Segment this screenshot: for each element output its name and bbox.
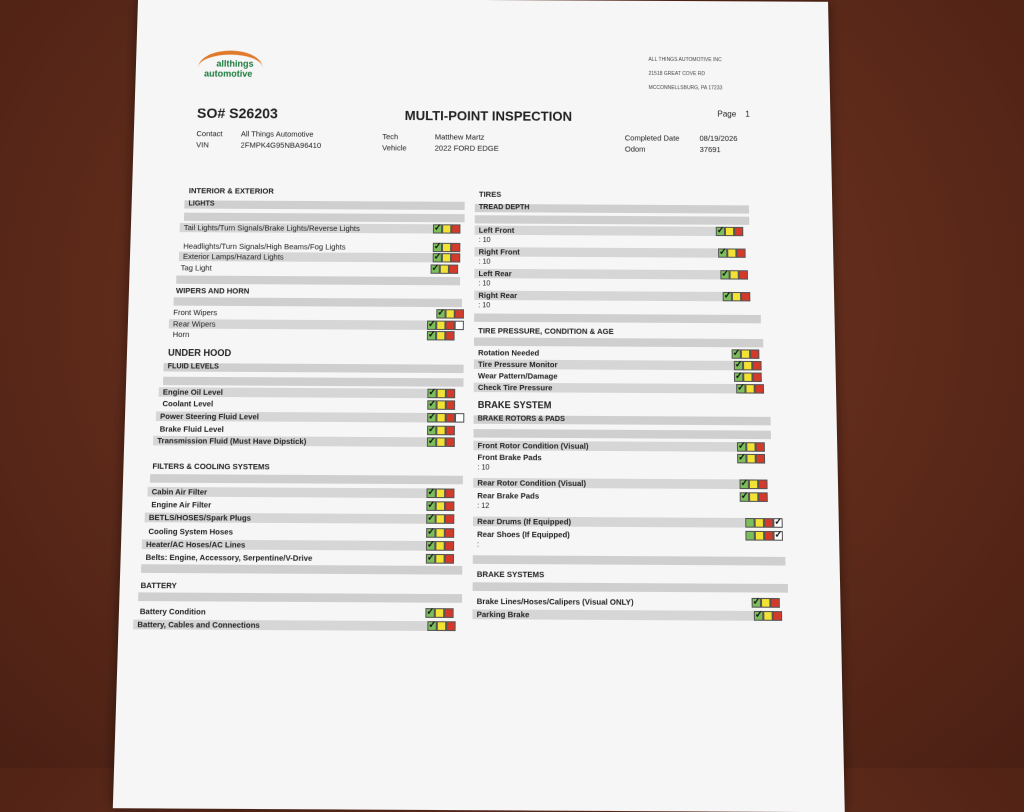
- page-indicator: Page 1: [717, 109, 750, 119]
- odom-label: Odom: [624, 144, 646, 154]
- list-item: Headlights/Turn Signals/High Beams/Fog Lights ✓: [179, 241, 460, 252]
- vin-label: VIN: [196, 140, 209, 150]
- list-item: Check Tire Pressure ✓: [474, 383, 764, 394]
- tech-value: Matthew Martz: [434, 132, 485, 142]
- divider: [173, 297, 462, 307]
- page-title: MULTI-POINT INSPECTION: [404, 107, 573, 124]
- company-name: ALL THINGS AUTOMOTIVE INC: [648, 56, 722, 64]
- company-address: [648, 53, 722, 96]
- divider: [150, 474, 463, 484]
- battery-title: BATTERY: [140, 580, 177, 591]
- lights-bar: LIGHTS: [184, 200, 464, 210]
- divider: [138, 592, 462, 602]
- brake-rotors-pads-bar: BRAKE ROTORS & PADS: [474, 415, 771, 425]
- contact-value: All Things Automotive: [240, 129, 314, 139]
- divider: [474, 337, 763, 347]
- divider: [474, 313, 761, 323]
- list-item: Brake Lines/Hoses/Calipers (Visual ONLY) ✓: [472, 596, 779, 607]
- list-item: Belts: Engine, Accessory, Serpentine/V-Drive ✓: [141, 552, 454, 563]
- list-item: Horn ✓: [168, 330, 454, 341]
- list-item: Left Front : 10 ✓: [475, 225, 744, 236]
- vehicle-value: 2022 FORD EDGE: [434, 143, 499, 153]
- divider: [473, 555, 786, 565]
- divider: [141, 564, 462, 574]
- tires-title: TIRES: [478, 189, 502, 199]
- list-item: Right Front : 10 ✓: [475, 247, 746, 258]
- tire-pressure-title: TIRE PRESSURE, CONDITION & AGE: [478, 326, 614, 337]
- list-item: Front Rotor Condition (Visual) ✓: [473, 441, 765, 452]
- odom-value: 37691: [699, 144, 721, 155]
- divider: [184, 213, 465, 223]
- divider: [163, 377, 463, 387]
- divider: [473, 582, 788, 592]
- list-item: Heater/AC Hoses/AC Lines ✓: [142, 539, 454, 550]
- list-item: Battery, Cables and Connections ✓: [133, 620, 456, 632]
- list-item: Brake Fluid Level ✓: [155, 424, 455, 435]
- brake-system-title: BRAKE SYSTEM: [477, 399, 552, 411]
- list-item: Rear Brake Pads : 12 ✓: [473, 491, 768, 502]
- service-order-number: SO# S26203: [196, 104, 279, 122]
- company-city: MCCONNELLSBURG, PA 17233: [648, 84, 723, 92]
- divider: [176, 276, 460, 286]
- list-item: Tail Lights/Turn Signals/Brake Lights/Reverse Lights ✓: [180, 223, 461, 234]
- list-item: Transmission Fluid (Must Have Dipstick) ✓: [153, 436, 455, 447]
- list-item: Rear Rotor Condition (Visual) ✓: [473, 478, 767, 489]
- completed-label: Completed Date: [624, 133, 680, 143]
- list-item: Rear Drums (If Equipped) ✓: [473, 516, 783, 527]
- list-item: Front Wipers ✓: [169, 308, 464, 319]
- vehicle-label: Vehicle: [382, 143, 407, 153]
- company-logo: allthings automotive: [198, 50, 269, 87]
- list-item: BETLS/HOSES/Spark Plugs ✓: [145, 513, 455, 524]
- wipers-horn-title: WIPERS AND HORN: [175, 285, 250, 296]
- vin-value: 2FMPK4G95NBA96410: [240, 140, 322, 151]
- company-street: 21518 GREAT COVE RD: [648, 70, 706, 78]
- list-item: Coolant Level ✓: [158, 399, 455, 410]
- list-item: Left Rear : 10 ✓: [474, 269, 748, 280]
- completed-value: 08/19/2026: [699, 133, 738, 144]
- interior-exterior-title: INTERIOR & EXTERIOR: [188, 186, 274, 196]
- list-item: Engine Air Filter ✓: [147, 500, 454, 511]
- list-item: Exterior Lamps/Hazard Lights ✓: [179, 252, 460, 263]
- list-item: Battery Condition ✓: [136, 606, 454, 618]
- list-item: Rear Wipers ✓: [169, 319, 464, 330]
- brake-systems-title: BRAKE SYSTEMS: [476, 569, 545, 580]
- contact-label: Contact: [196, 129, 223, 139]
- inspection-sheet: [113, 0, 845, 812]
- list-item: Rotation Needed ✓: [474, 348, 759, 359]
- list-item: Wear Pattern/Damage ✓: [474, 371, 762, 382]
- list-item: Tag Light ✓: [176, 263, 458, 274]
- tread-depth-bar: TREAD DEPTH: [475, 204, 749, 214]
- under-hood-title: UNDER HOOD: [167, 347, 232, 359]
- list-item: Cabin Air Filter ✓: [147, 487, 454, 498]
- list-item: Rear Shoes (If Equipped) : ✓: [473, 529, 783, 540]
- list-item: Front Brake Pads : 10 ✓: [473, 452, 765, 463]
- list-item: Parking Brake ✓: [472, 609, 782, 620]
- divider: [473, 429, 770, 439]
- tech-label: Tech: [382, 132, 399, 142]
- divider: [475, 215, 750, 225]
- list-item: Right Rear : 10 ✓: [474, 291, 750, 302]
- list-item: Power Steering Fluid Level ✓: [156, 411, 465, 422]
- filters-cooling-title: FILTERS & COOLING SYSTEMS: [152, 461, 270, 472]
- fluid-levels-bar: FLUID LEVELS: [163, 363, 463, 373]
- list-item: Tire Pressure Monitor ✓: [474, 359, 762, 370]
- list-item: Engine Oil Level ✓: [159, 387, 456, 398]
- list-item: Cooling System Hoses ✓: [144, 527, 454, 538]
